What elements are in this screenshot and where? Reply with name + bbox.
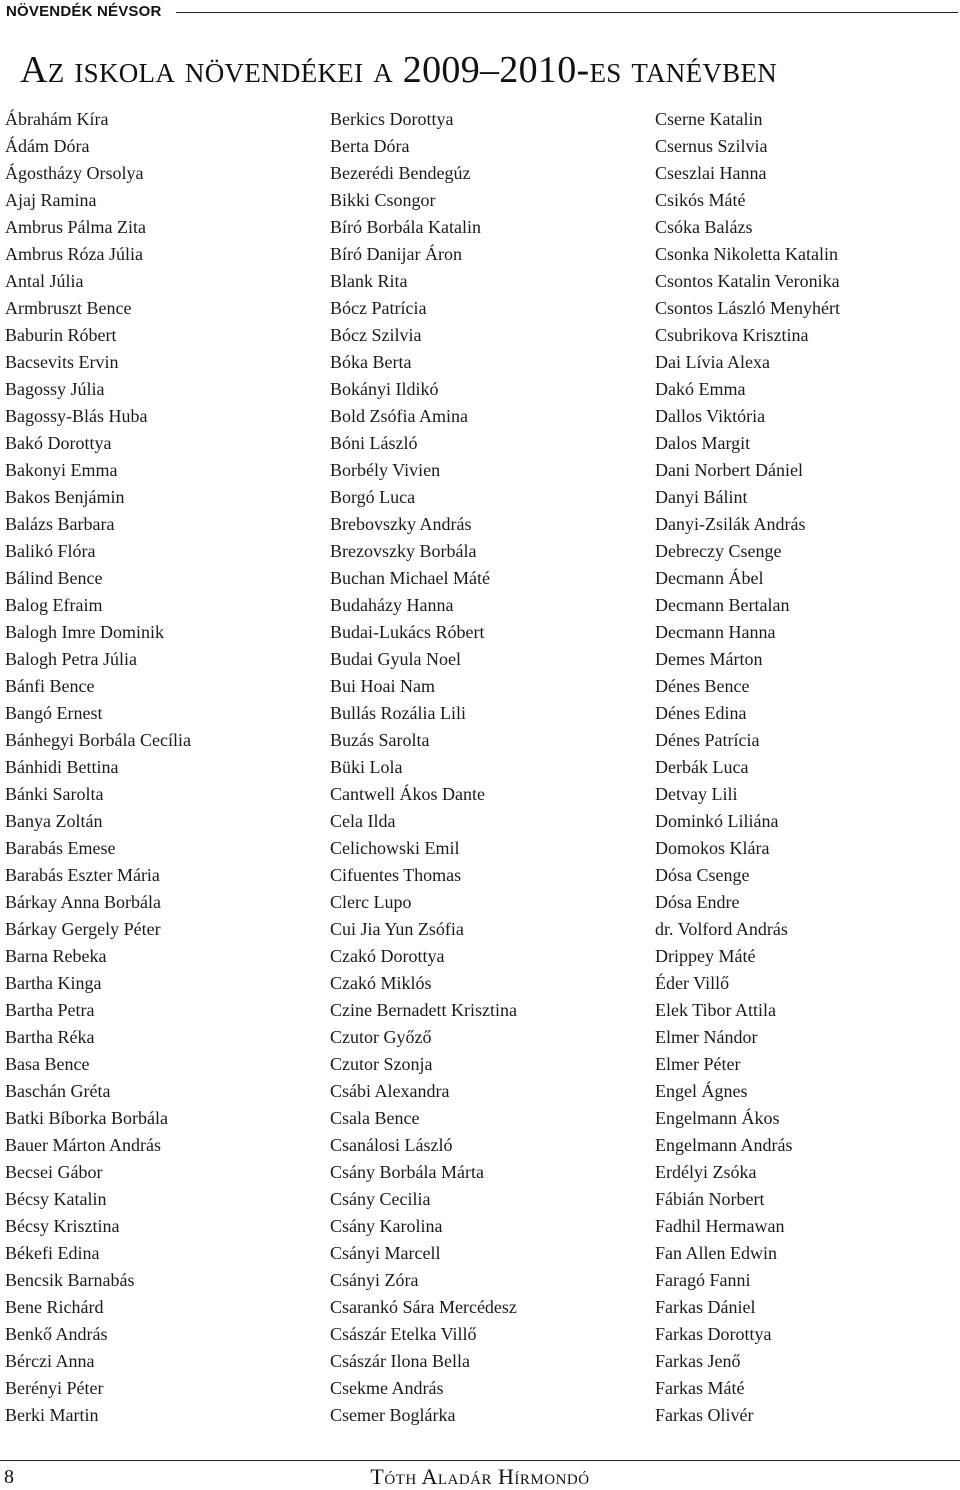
student-name: Balázs Barbara bbox=[5, 514, 115, 534]
student-name: Dénes Patrícia bbox=[655, 730, 760, 750]
name-column-2 bbox=[330, 106, 517, 1429]
student-name: Bencsik Barnabás bbox=[5, 1270, 135, 1290]
student-name: Farkas Dorottya bbox=[655, 1324, 772, 1344]
student-name: Elmer Péter bbox=[655, 1054, 741, 1074]
student-name: Czutor Győző bbox=[330, 1027, 432, 1047]
student-name: Czutor Szonja bbox=[330, 1054, 433, 1074]
student-name: Fadhil Hermawan bbox=[655, 1216, 785, 1236]
student-name: Berta Dóra bbox=[330, 136, 410, 156]
student-name: Fábián Norbert bbox=[655, 1189, 765, 1209]
student-name: Csóka Balázs bbox=[655, 217, 753, 237]
student-name: Bócz Patrícia bbox=[330, 298, 427, 318]
student-name: dr. Volford András bbox=[655, 919, 788, 939]
student-name: Blank Rita bbox=[330, 271, 408, 291]
student-name: Bócz Szilvia bbox=[330, 325, 422, 345]
student-name: Brebovszky András bbox=[330, 514, 472, 534]
student-name: Decmann Ábel bbox=[655, 568, 764, 588]
student-name: Bezerédi Bendegúz bbox=[330, 163, 471, 183]
student-name: Bóka Berta bbox=[330, 352, 412, 372]
student-name: Faragó Fanni bbox=[655, 1270, 751, 1290]
student-name: Császár Ilona Bella bbox=[330, 1351, 470, 1371]
page-title: Az iskola növendékei a 2009–2010-es tanévben bbox=[20, 49, 778, 91]
student-name: Bakonyi Emma bbox=[5, 460, 118, 480]
student-name: Elmer Nándor bbox=[655, 1027, 758, 1047]
student-name: Bartha Réka bbox=[5, 1027, 95, 1047]
student-name: Büki Lola bbox=[330, 757, 403, 777]
student-name: Balikó Flóra bbox=[5, 541, 96, 561]
student-name: Császár Etelka Villő bbox=[330, 1324, 477, 1344]
student-name: Baschán Gréta bbox=[5, 1081, 111, 1101]
student-name: Dallos Viktória bbox=[655, 406, 766, 426]
student-name: Cela Ilda bbox=[330, 811, 396, 831]
student-name: Dénes Edina bbox=[655, 703, 747, 723]
student-name: Bokányi Ildikó bbox=[330, 379, 439, 399]
student-name: Berki Martin bbox=[5, 1405, 99, 1425]
student-name: Czakó Dorottya bbox=[330, 946, 445, 966]
student-name: Békefi Edina bbox=[5, 1243, 100, 1263]
student-name: Decmann Hanna bbox=[655, 622, 776, 642]
student-name: Bangó Ernest bbox=[5, 703, 103, 723]
student-name: Bacsevits Ervin bbox=[5, 352, 119, 372]
student-name: Csubrikova Krisztina bbox=[655, 325, 809, 345]
student-name: Buzás Sarolta bbox=[330, 730, 430, 750]
footer-rule bbox=[0, 1460, 960, 1461]
page-number: 8 bbox=[4, 1466, 14, 1488]
student-name: Dósa Endre bbox=[655, 892, 740, 912]
student-name: Bánki Sarolta bbox=[5, 784, 104, 804]
student-name: Decmann Bertalan bbox=[655, 595, 790, 615]
student-name: Barna Rebeka bbox=[5, 946, 107, 966]
student-name: Bui Hoai Nam bbox=[330, 676, 435, 696]
student-name: Dani Norbert Dániel bbox=[655, 460, 803, 480]
student-name: Engel Ágnes bbox=[655, 1081, 748, 1101]
student-name: Csány Borbála Márta bbox=[330, 1162, 484, 1182]
student-name: Borbély Vivien bbox=[330, 460, 441, 480]
student-name: Brezovszky Borbála bbox=[330, 541, 477, 561]
student-name: Bálind Bence bbox=[5, 568, 103, 588]
student-name: Csikós Máté bbox=[655, 190, 746, 210]
section-label: NÖVENDÉK NÉVSOR bbox=[6, 2, 162, 20]
student-name: Elek Tibor Attila bbox=[655, 1000, 777, 1020]
student-name: Berényi Péter bbox=[5, 1378, 104, 1398]
student-name: Dalos Margit bbox=[655, 433, 751, 453]
student-name: Antal Júlia bbox=[5, 271, 84, 291]
student-name: Debreczy Csenge bbox=[655, 541, 782, 561]
student-name: Dósa Csenge bbox=[655, 865, 750, 885]
student-name: Csányi Zóra bbox=[330, 1270, 419, 1290]
student-name: Batki Bíborka Borbála bbox=[5, 1108, 168, 1128]
student-name: Cseszlai Hanna bbox=[655, 163, 767, 183]
student-name: Csányi Marcell bbox=[330, 1243, 441, 1263]
student-name: Bárkay Anna Borbála bbox=[5, 892, 161, 912]
student-name: Éder Villő bbox=[655, 973, 730, 993]
student-name: Basa Bence bbox=[5, 1054, 90, 1074]
student-name: Dakó Emma bbox=[655, 379, 746, 399]
publication-name: Tóth Aladár Hírmondó bbox=[370, 1464, 590, 1489]
student-name: Borgó Luca bbox=[330, 487, 416, 507]
student-name: Bikki Csongor bbox=[330, 190, 436, 210]
student-name: Banya Zoltán bbox=[5, 811, 103, 831]
name-column-3 bbox=[655, 106, 840, 1429]
student-name: Danyi-Zsilák András bbox=[655, 514, 806, 534]
student-name: Bakos Benjámin bbox=[5, 487, 125, 507]
student-name: Bóni László bbox=[330, 433, 418, 453]
student-name: Berkics Dorottya bbox=[330, 109, 454, 129]
student-name: Csontos Katalin Veronika bbox=[655, 271, 840, 291]
student-name: Bauer Márton András bbox=[5, 1135, 161, 1155]
student-name: Armbruszt Bence bbox=[5, 298, 132, 318]
student-name: Becsei Gábor bbox=[5, 1162, 103, 1182]
student-name: Detvay Lili bbox=[655, 784, 738, 804]
student-name: Csány Cecilia bbox=[330, 1189, 431, 1209]
student-name: Csernus Szilvia bbox=[655, 136, 768, 156]
student-name: Balog Efraim bbox=[5, 595, 103, 615]
student-name: Dénes Bence bbox=[655, 676, 750, 696]
student-name: Bullás Rozália Lili bbox=[330, 703, 466, 723]
student-name: Bárkay Gergely Péter bbox=[5, 919, 161, 939]
student-name: Bene Richárd bbox=[5, 1297, 104, 1317]
student-name: Demes Márton bbox=[655, 649, 763, 669]
student-name: Ádám Dóra bbox=[5, 136, 90, 156]
student-name: Bartha Kinga bbox=[5, 973, 102, 993]
student-name: Cifuentes Thomas bbox=[330, 865, 462, 885]
student-name: Bíró Danijar Áron bbox=[330, 244, 462, 264]
student-name: Bíró Borbála Katalin bbox=[330, 217, 481, 237]
student-name: Bécsy Katalin bbox=[5, 1189, 107, 1209]
student-name: Bánhegyi Borbála Cecília bbox=[5, 730, 191, 750]
student-name: Farkas Olivér bbox=[655, 1405, 754, 1425]
student-name: Ambrus Róza Júlia bbox=[5, 244, 143, 264]
student-name: Balogh Petra Júlia bbox=[5, 649, 137, 669]
header-rule bbox=[176, 12, 958, 13]
student-name: Csontos László Menyhért bbox=[655, 298, 840, 318]
student-name: Budaházy Hanna bbox=[330, 595, 454, 615]
student-name: Csonka Nikoletta Katalin bbox=[655, 244, 838, 264]
student-name: Dominkó Liliána bbox=[655, 811, 779, 831]
student-name: Cantwell Ákos Dante bbox=[330, 784, 485, 804]
student-name: Erdélyi Zsóka bbox=[655, 1162, 757, 1182]
student-name: Fan Allen Edwin bbox=[655, 1243, 777, 1263]
student-name: Benkő András bbox=[5, 1324, 108, 1344]
student-name: Csala Bence bbox=[330, 1108, 420, 1128]
student-name: Farkas Máté bbox=[655, 1378, 745, 1398]
student-name: Csábi Alexandra bbox=[330, 1081, 450, 1101]
student-name: Bécsy Krisztina bbox=[5, 1216, 120, 1236]
student-name: Balogh Imre Dominik bbox=[5, 622, 164, 642]
student-name: Buchan Michael Máté bbox=[330, 568, 490, 588]
section-header bbox=[6, 0, 958, 22]
student-name: Dai Lívia Alexa bbox=[655, 352, 770, 372]
student-name: Cserne Katalin bbox=[655, 109, 763, 129]
student-name: Budai-Lukács Róbert bbox=[330, 622, 485, 642]
student-name: Clerc Lupo bbox=[330, 892, 412, 912]
student-name: Csekme András bbox=[330, 1378, 444, 1398]
student-name: Bagossy-Blás Huba bbox=[5, 406, 148, 426]
student-name: Baburin Róbert bbox=[5, 325, 117, 345]
student-name: Ágostházy Orsolya bbox=[5, 163, 144, 183]
student-name: Bagossy Júlia bbox=[5, 379, 105, 399]
student-name: Farkas Dániel bbox=[655, 1297, 756, 1317]
student-name: Csány Karolina bbox=[330, 1216, 443, 1236]
student-name: Drippey Máté bbox=[655, 946, 756, 966]
student-name: Cui Jia Yun Zsófia bbox=[330, 919, 464, 939]
student-name: Bánfi Bence bbox=[5, 676, 95, 696]
student-name: Engelmann Ákos bbox=[655, 1108, 780, 1128]
student-name: Bartha Petra bbox=[5, 1000, 95, 1020]
student-name: Bérczi Anna bbox=[5, 1351, 95, 1371]
student-name: Bold Zsófia Amina bbox=[330, 406, 468, 426]
student-name: Csanálosi László bbox=[330, 1135, 453, 1155]
student-name: Csarankó Sára Mercédesz bbox=[330, 1297, 517, 1317]
name-column-1 bbox=[5, 106, 191, 1429]
student-name: Budai Gyula Noel bbox=[330, 649, 461, 669]
student-name: Bánhidi Bettina bbox=[5, 757, 119, 777]
student-name: Ambrus Pálma Zita bbox=[5, 217, 146, 237]
student-name: Czakó Miklós bbox=[330, 973, 432, 993]
student-name: Ajaj Ramina bbox=[5, 190, 97, 210]
student-name: Barabás Eszter Mária bbox=[5, 865, 160, 885]
student-name: Czine Bernadett Krisztina bbox=[330, 1000, 517, 1020]
student-name: Farkas Jenő bbox=[655, 1351, 741, 1371]
student-name: Domokos Klára bbox=[655, 838, 770, 858]
student-name: Csemer Boglárka bbox=[330, 1405, 456, 1425]
student-name: Ábrahám Kíra bbox=[5, 109, 109, 129]
student-name: Engelmann András bbox=[655, 1135, 793, 1155]
student-name: Barabás Emese bbox=[5, 838, 116, 858]
student-name: Derbák Luca bbox=[655, 757, 749, 777]
student-name: Danyi Bálint bbox=[655, 487, 748, 507]
student-name: Bakó Dorottya bbox=[5, 433, 112, 453]
student-name: Celichowski Emil bbox=[330, 838, 460, 858]
